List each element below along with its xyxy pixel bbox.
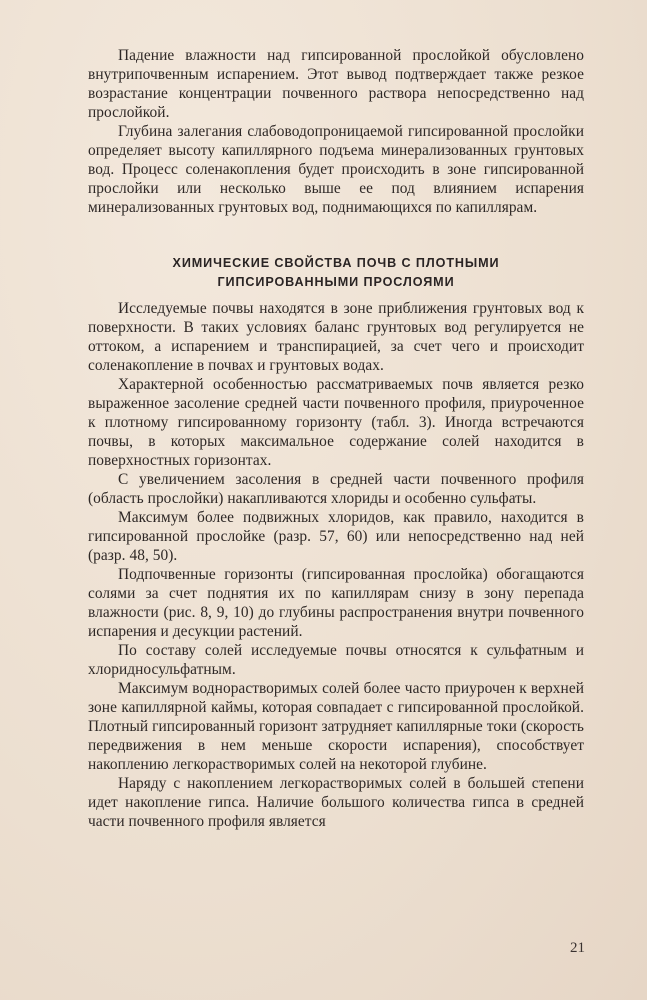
paragraph: Исследуемые почвы находятся в зоне приближения грунтовых вод к поверхности. В таких условиях баланс грунтовых вод регулируется не оттоком, а испарением и транспирацией, за счет чего и происходит соленакопление в почвах и грунтовых водах. [88, 300, 584, 374]
paragraph: Наряду с накоплением легкорастворимых солей в большей степени идет накопление гипса. Наличие большого количества гипса в средней части почвенного профиля является [88, 775, 584, 830]
paragraph: С увеличением засоления в средней части почвенного профиля (область прослойки) накапливаются хлориды и особенно сульфаты. [88, 471, 584, 507]
top-text-block [88, 46, 584, 217]
paragraph: Характерной особенностью рассматриваемых почв является резко выраженное засоление средней части почвенного профиля, приуроченное к плотному гипсированному горизонту (табл. 3). Иногда встречаются почвы, в которых максимальное содержание солей находится в поверхностных горизонтах. [88, 376, 584, 469]
heading-line-1: ХИМИЧЕСКИЕ СВОЙСТВА ПОЧВ С ПЛОТНЫМИ [172, 256, 500, 270]
paragraph: Максимум более подвижных хлоридов, как правило, находится в гипсированной прослойке (разр. 57, 60) или непосредственно над ней (разр. 48, 50). [88, 509, 584, 564]
paragraph: По составу солей исследуемые почвы относятся к сульфатным и хлоридносульфатным. [88, 642, 584, 678]
paragraph: Максимум воднорастворимых солей более часто приурочен к верхней зоне капиллярной каймы, которая совпадает с гипсированной прослойкой. Плотный гипсированный горизонт затрудняет капиллярные токи (скорость передвижения в нем меньше скорости испарения), способствует накоплению легкорастворимых солей на некоторой глубине. [88, 680, 584, 773]
page-number: 21 [570, 940, 585, 956]
heading-line-2: ГИПСИРОВАННЫМИ ПРОСЛОЯМИ [217, 275, 455, 289]
paragraph: Падение влажности над гипсированной прослойкой обусловлено внутрипочвенным испарением. Этот вывод подтверждает также резкое возрастание концентрации почвенного раствора непосредственно над прослойкой. [88, 47, 584, 121]
section-heading [88, 254, 584, 292]
main-text-block [88, 299, 584, 831]
paragraph: Подпочвенные горизонты (гипсированная прослойка) обогащаются солями за счет поднятия их по капиллярам снизу в зону перепада влажности (рис. 8, 9, 10) до глубины распространения внутри почвенного испарения и десукции растений. [88, 566, 584, 640]
paragraph: Глубина залегания слабоводопроницаемой гипсированной прослойки определяет высоту капиллярного подъема минерализованных грунтовых вод. Процесс соленакопления будет происходить в зоне гипсированной прослойки или несколько выше ее под влиянием испарения минерализованных грунтовых вод, поднимающихся по капиллярам. [88, 123, 584, 216]
